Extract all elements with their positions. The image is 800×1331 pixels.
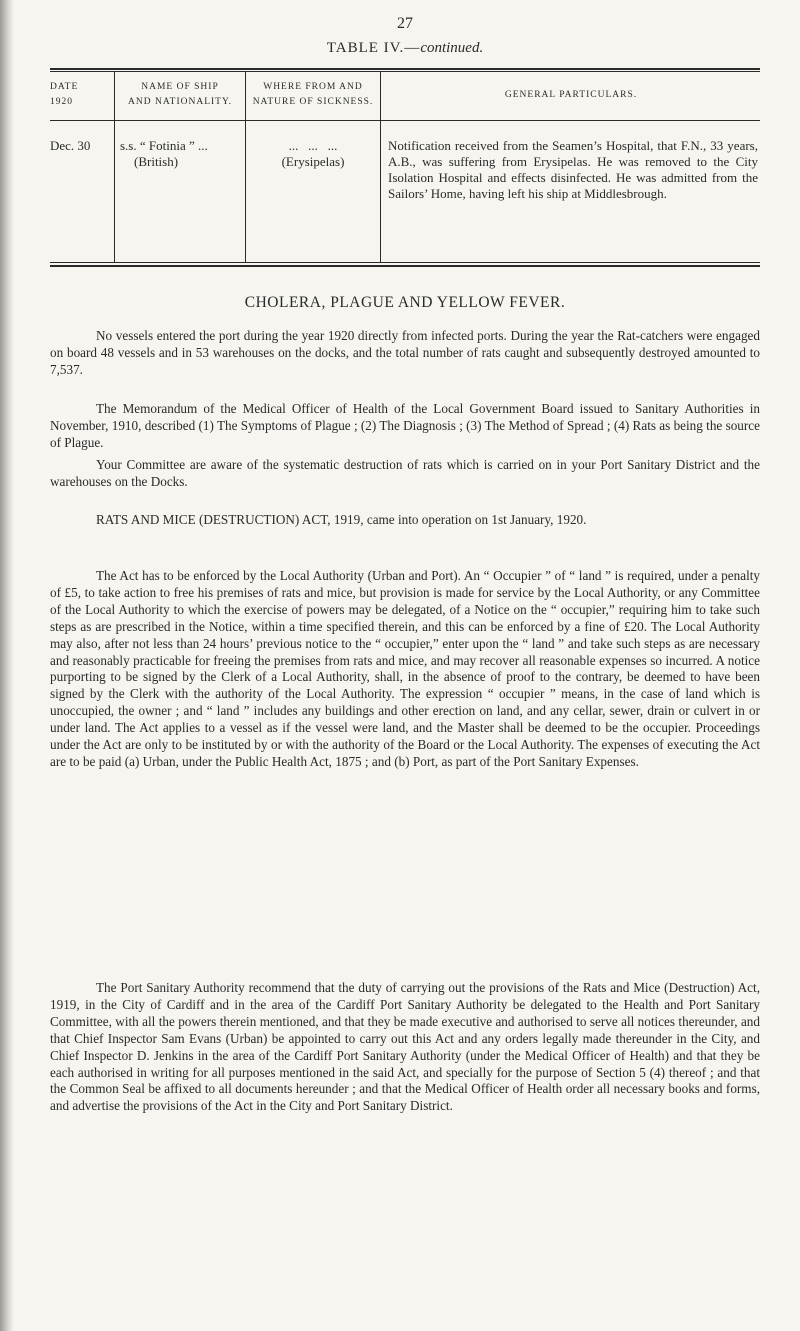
header-ship: NAME OF SHIP AND NATIONALITY. — [128, 82, 232, 107]
column-divider — [380, 72, 381, 262]
row-where-from: ... ... ... (Erysipelas) — [281, 138, 345, 169]
table-top-rule-thin — [50, 71, 760, 72]
row-ship: s.s. “ Fotinia ” ... (British) — [120, 138, 208, 169]
page-number: 27 — [397, 15, 413, 32]
column-divider — [245, 72, 246, 262]
paragraph-rat-catchers: No vessels entered the port during the year 1920 directly from infected ports. During the year the Rat-catchers were engaged on board 48 vessels and in 53 warehouses on the docks, and the total number of rats caught and subsequently destroyed amounted to 7,537. — [50, 328, 760, 377]
row-date: Dec. 30 — [50, 138, 91, 153]
row-particulars: Notification received from the Seamen’s Hospital, that F.N., 33 years, A.B., was suffering from Erysipelas. He was removed to the City Isolation Hospital and effects disinfected. He was admitted from the Sailors’ Home, having left his ship at Middlesbrough. — [388, 138, 758, 201]
paragraph-act-details: The Act has to be enforced by the Local Authority (Urban and Port). An “ Occupier ” of “ land ” is required, under a penalty of £5, to take action to free his premises of rats and mice, but provision is made for service by the Local Authority, or any Committee of the Local Authority to which the exercise of powers may be delegated, of a Notice on the “ occupier,” requiring him to take such steps as are prescribed in the Notice, within a time specified therein, and this can be enforced by a fine of £20. The Local Authority may also, after not less than 24 hours’ previous notice to the “ occupier,” enter upon the “ land ” and take such steps as are necessary and reasonably practicable for freeing the premises from rats and mice, and may recover all reasonable expenses so incurred. A notice purporting to be signed by the Clerk of a Local Authority, shall, in the absence of proof to the contrary, be deemed to have been signed by the Clerk with the authority of the Local Authority. The expression “ occupier ” means, in the case of land which is unoccupied, the owner ; and “ land ” includes any buildings and other erection on land, and any cellar, sewer, drain or culvert in or under land. The Act applies to a vessel as if the vessel were land, and the Master shall be deemed to be the occupier. Proceedings under the Act are only to be instituted by or with the authority of the Board or the Local Authority. The expenses of executing the Act are to be paid (a) Urban, under the Public Health Act, 1875 ; and (b) Port, as part of the Port Sanitary Expenses. — [50, 568, 760, 769]
header-particulars: GENERAL PARTICULARS. — [504, 90, 638, 100]
table-top-rule — [50, 68, 760, 70]
paragraph-memorandum: The Memorandum of the Medical Officer of Health of the Local Government Board issued to Sanitary Authorities in November, 1910, described (1) The Symptoms of Plague ; (2) The Diagnosis ; (3) The Method of Spread ; (4) Rats as being the source of Plague. — [50, 401, 760, 450]
column-divider — [114, 72, 115, 262]
table-title-main: TABLE IV.— — [326, 40, 421, 56]
header-where-from: WHERE FROM AND NATURE OF SICKNESS. — [252, 82, 374, 107]
paragraph-recommendation: The Port Sanitary Authority recommend that the duty of carrying out the provisions of the Rats and Mice (Destruction) Act, 1919, in the City of Cardiff and in the area of the Cardiff Port Sanitary Authority be delegated to the Health and Port Sanitary Committee, with all the powers therein mentioned, and that they be made executive and authorised to serve all notices thereunder, and that Chief Inspector Sam Evans (Urban) be appointed to carry out this Act and any orders legally made thereunder in the City, and Chief Inspector D. Jenkins in the area of the Cardiff Port Sanitary Authority (under the Medical Officer of Health) and that they be each authorised in writing for all purposes mentioned in the said Act, and specially for the purpose of Section 5 (4) thereof ; and that the Common Seal be affixed to all documents hereunder ; and that the Medical Officer of Health order all necessary books and forms, and advertise the provisions of the Act in the City and Port Sanitary District. — [50, 980, 760, 1114]
table-bottom-rule — [50, 262, 760, 263]
paragraph-act-title: RATS AND MICE (DESTRUCTION) ACT, 1919, came into operation on 1st January, 1920. — [96, 512, 587, 527]
table-bottom-rule-thick — [50, 265, 760, 267]
table-title — [40, 40, 770, 57]
page-edge-shadow — [0, 0, 14, 1331]
table-title-continued: continued. — [420, 40, 484, 56]
header-date: DATE 1920 — [50, 82, 79, 107]
paragraph-committee: Your Committee are aware of the systematic destruction of rats which is carried on in your Port Sanitary District and the warehouses on the Docks. — [50, 457, 760, 489]
table-header-rule — [50, 120, 760, 121]
section-heading: CHOLERA, PLAGUE AND YELLOW FEVER. — [244, 294, 566, 311]
